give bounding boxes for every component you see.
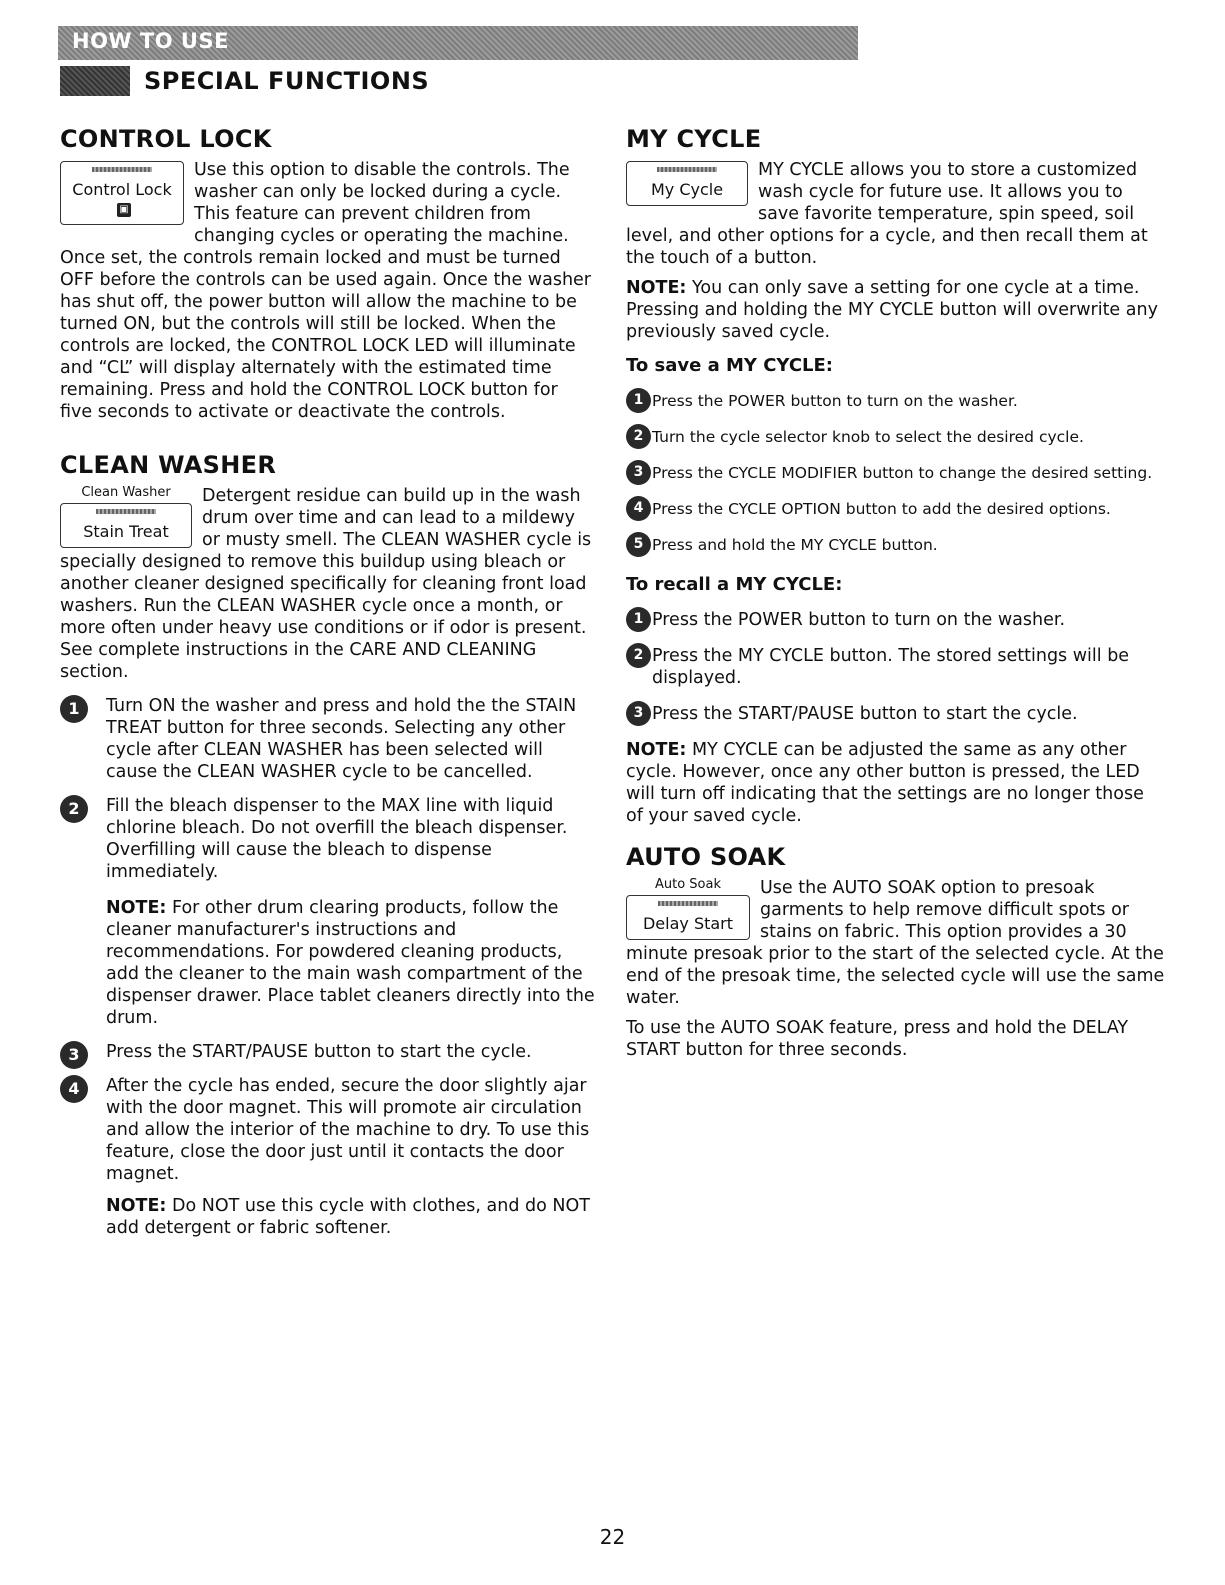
clean-step-3 xyxy=(60,1041,595,1063)
section-marker xyxy=(60,66,130,96)
clean-washer-button-illustration xyxy=(60,485,192,548)
step-number-icon: 3 xyxy=(626,701,651,726)
section-heading xyxy=(60,66,429,96)
step-text: Turn the cycle selector knob to select the desired cycle. xyxy=(652,428,1084,446)
my-cycle-text: MY CYCLE allows you to store a customized wash cycle for future use. It allows you to save favorite temperature, spin speed, soil level, and other options for a cycle, and then recall them at the touch of a button. xyxy=(626,160,1148,268)
step-text: Press the CYCLE OPTION button to add the desired options. xyxy=(652,500,1111,518)
step-number-icon: 2 xyxy=(626,424,651,449)
clean-washer-text: Detergent residue can build up in the wash drum over time and can lead to a mildewy or musty smell. The CLEAN WASHER cycle is specially designed to remove this buildup using bleach or another cleaner designed specifically for cleaning front load washers. Run the CLEAN WASHER cycle once a month, or more often under heavy use conditions or if odor is present. See complete instructions in the CARE AND CLEANING section. xyxy=(60,486,592,682)
my-cycle-title: MY CYCLE xyxy=(626,125,762,153)
lock-icon: ▣ xyxy=(117,203,131,217)
step-number-icon: 4 xyxy=(626,496,651,521)
save-step-4 xyxy=(626,498,1166,520)
step-number-icon: 1 xyxy=(60,695,88,723)
save-my-cycle-title: To save a MY CYCLE: xyxy=(626,355,833,376)
step-number-icon: 2 xyxy=(60,795,88,823)
auto-soak-button-illustration xyxy=(626,877,750,940)
save-step-5 xyxy=(626,534,1166,556)
led-indicator xyxy=(92,167,152,172)
note-label: NOTE: xyxy=(626,740,687,760)
step-text: Press the POWER button to turn on the washer. xyxy=(652,610,1066,630)
clean-washer-section xyxy=(60,451,595,1239)
page-number: 22 xyxy=(599,1525,626,1549)
my-cycle-note-2 xyxy=(626,739,1166,827)
clean-washer-caption: Clean Washer xyxy=(81,485,171,500)
clean-step-2 xyxy=(60,795,595,883)
led-indicator xyxy=(658,901,718,906)
note-label: NOTE: xyxy=(106,1196,167,1216)
led-indicator xyxy=(96,509,156,514)
clean-washer-note-1 xyxy=(60,897,595,1029)
clean-step-1 xyxy=(60,695,595,783)
save-step-1 xyxy=(626,390,1166,412)
step-text: Turn ON the washer and press and hold the the STAIN TREAT button for three seconds. Selecting any other cycle after CLEAN WASHER has been selected will cause the CLEAN WASHER cycle to be cancelled. xyxy=(106,696,577,782)
clean-step-4 xyxy=(60,1075,595,1185)
auto-soak-text-2: To use the AUTO SOAK feature, press and hold the DELAY START button for three seconds. xyxy=(626,1018,1129,1060)
step-text: Press the POWER button to turn on the washer. xyxy=(652,392,1018,410)
step-number-icon: 3 xyxy=(60,1041,88,1069)
clean-washer-title: CLEAN WASHER xyxy=(60,451,277,479)
right-column xyxy=(626,125,1166,1061)
my-cycle-button-label: My Cycle xyxy=(650,180,724,199)
note-text: For other drum clearing products, follow the cleaner manufacturer's instructions and recommendations. For powdered cleaning products, add the cleaner to the main wash compartment of the dispenser drawer. Place tablet cleaners directly into the drum. xyxy=(106,898,595,1028)
step-text: After the cycle has ended, secure the door slightly ajar with the door magnet. This will promote air circulation and allow the interior of the machine to dry. To use this feature, close the door just until it contacts the door magnet. xyxy=(106,1076,590,1184)
note-text: Do NOT use this cycle with clothes, and do NOT add detergent or fabric softener. xyxy=(106,1196,590,1238)
note-text: You can only save a setting for one cycle at a time. Pressing and holding the MY CYCLE button will overwrite any previously saved cycle. xyxy=(626,278,1158,342)
left-column xyxy=(60,125,595,1239)
control-lock-title: CONTROL LOCK xyxy=(60,125,272,153)
step-text: Press and hold the MY CYCLE button. xyxy=(652,536,938,554)
step-text: Fill the bleach dispenser to the MAX line with liquid chlorine bleach. Do not overfill the bleach dispenser. Overfilling will cause the bleach to dispense immediately. xyxy=(106,796,568,882)
note-text: MY CYCLE can be adjusted the same as any other cycle. However, once any other button is pressed, the LED will turn off indicating that the settings are no longer those of your saved cycle. xyxy=(626,740,1144,826)
banner-title: HOW TO USE xyxy=(72,29,229,53)
control-lock-button-label: Control Lock xyxy=(72,180,172,199)
my-cycle-button-illustration xyxy=(626,161,748,206)
stain-treat-button-label: Stain Treat xyxy=(83,522,169,541)
auto-soak-title: AUTO SOAK xyxy=(626,843,786,871)
note-label: NOTE: xyxy=(626,278,687,298)
control-lock-button-illustration xyxy=(60,161,184,225)
my-cycle-note-1 xyxy=(626,277,1166,343)
recall-step-1 xyxy=(626,609,1166,631)
led-indicator xyxy=(657,167,717,172)
save-step-2 xyxy=(626,426,1166,448)
auto-soak-caption: Auto Soak xyxy=(654,877,721,892)
control-lock-text: Use this option to disable the controls. The washer can only be locked during a cycle. This feature can prevent children from changing cycles or operating the machine. Once set, the controls remain locked and must be turned OFF before the controls can be used again. Once the washer has shut off, the power button will allow the machine to be turned ON, but the controls will still be locked. When the controls are locked, the CONTROL LOCK LED will illuminate and “CL” will display alternately with the estimated time remaining. Press and hold the CONTROL LOCK button for five seconds to activate or deactivate the controls. xyxy=(60,160,591,422)
step-number-icon: 1 xyxy=(626,388,651,413)
note-label: NOTE: xyxy=(106,898,167,918)
step-text: Press the MY CYCLE button. The stored settings will be displayed. xyxy=(652,646,1130,688)
my-cycle-section xyxy=(626,125,1166,827)
auto-soak-text: Use the AUTO SOAK option to presoak garments to help remove difficult spots or stains on fabric. This option provides a 30 minute presoak prior to the start of the selected cycle. At the end of the presoak time, the selected cycle will use the same water. xyxy=(626,878,1165,1008)
step-text: Press the START/PAUSE button to start the cycle. xyxy=(652,704,1078,724)
step-number-icon: 5 xyxy=(626,532,651,557)
step-number-icon: 1 xyxy=(626,607,651,632)
step-text: Press the START/PAUSE button to start the cycle. xyxy=(106,1042,532,1062)
step-text: Press the CYCLE MODIFIER button to change the desired setting. xyxy=(652,464,1153,482)
step-number-icon: 3 xyxy=(626,460,651,485)
recall-step-2 xyxy=(626,645,1166,689)
control-lock-section xyxy=(60,125,595,423)
section-title: SPECIAL FUNCTIONS xyxy=(144,67,430,95)
recall-step-3 xyxy=(626,703,1166,725)
header-banner xyxy=(58,26,858,60)
auto-soak-section xyxy=(626,843,1166,1061)
recall-my-cycle-title: To recall a MY CYCLE: xyxy=(626,574,843,595)
clean-washer-note-2 xyxy=(60,1195,595,1239)
save-step-3 xyxy=(626,462,1166,484)
delay-start-button-label: Delay Start xyxy=(642,914,734,933)
step-number-icon: 4 xyxy=(60,1075,88,1103)
step-number-icon: 2 xyxy=(626,643,651,668)
